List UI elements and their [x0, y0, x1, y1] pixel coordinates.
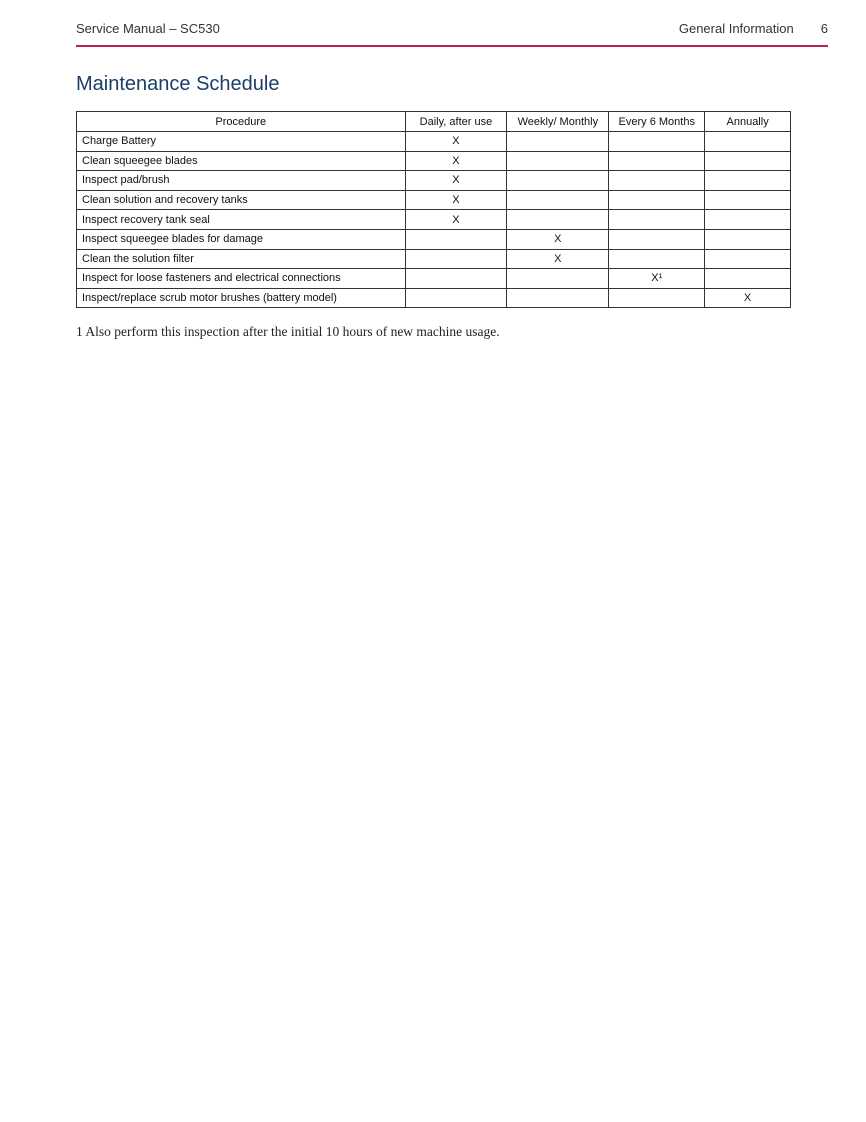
annually-cell: [705, 269, 791, 289]
procedure-cell: Clean squeegee blades: [77, 151, 406, 171]
weekly-monthly-cell: [507, 171, 609, 191]
weekly-monthly-cell: [507, 132, 609, 152]
annually-cell: [705, 190, 791, 210]
daily-cell: X: [405, 151, 507, 171]
weekly-monthly-cell: [507, 269, 609, 289]
page-header: [76, 20, 828, 47]
weekly-monthly-cell: [507, 151, 609, 171]
procedure-cell: Clean solution and recovery tanks: [77, 190, 406, 210]
page-title: Maintenance Schedule: [76, 73, 280, 95]
table-row: [77, 190, 791, 210]
six-months-cell: X¹: [609, 269, 705, 289]
six-months-cell: [609, 210, 705, 230]
manual-title: Service Manual – SC530: [76, 21, 220, 36]
weekly-monthly-cell: X: [507, 249, 609, 269]
weekly-monthly-cell: X: [507, 229, 609, 249]
procedure-cell: Inspect/replace scrub motor brushes (battery model): [77, 288, 406, 308]
table-row: [77, 210, 791, 230]
daily-cell: [405, 269, 507, 289]
page-number: 6: [820, 21, 828, 36]
table-row: [77, 249, 791, 269]
six-months-cell: [609, 132, 705, 152]
weekly-monthly-cell: [507, 210, 609, 230]
procedure-cell: Inspect squeegee blades for damage: [77, 229, 406, 249]
six-months-cell: [609, 229, 705, 249]
annually-cell: [705, 249, 791, 269]
six-months-cell: [609, 190, 705, 210]
footnote: 1 Also perform this inspection after the initial 10 hours of new machine usage.: [76, 324, 500, 339]
six-months-cell: [609, 171, 705, 191]
procedure-cell: Inspect pad/brush: [77, 171, 406, 191]
table-row: [77, 269, 791, 289]
procedure-cell: Clean the solution filter: [77, 249, 406, 269]
procedure-cell: Charge Battery: [77, 132, 406, 152]
weekly-monthly-cell: [507, 190, 609, 210]
six-months-cell: [609, 151, 705, 171]
daily-cell: X: [405, 132, 507, 152]
table-row: [77, 288, 791, 308]
daily-cell: [405, 229, 507, 249]
procedure-cell: Inspect recovery tank seal: [77, 210, 406, 230]
daily-cell: X: [405, 171, 507, 191]
daily-cell: [405, 288, 507, 308]
daily-cell: X: [405, 190, 507, 210]
annually-cell: [705, 171, 791, 191]
annually-cell: [705, 132, 791, 152]
column-header-every-6-months: Every 6 Months: [609, 112, 705, 132]
maintenance-schedule-table: [76, 111, 791, 308]
weekly-monthly-cell: [507, 288, 609, 308]
daily-cell: X: [405, 210, 507, 230]
annually-cell: [705, 229, 791, 249]
table-row: [77, 229, 791, 249]
table-row: [77, 151, 791, 171]
six-months-cell: [609, 288, 705, 308]
procedure-cell: Inspect for loose fasteners and electrical connections: [77, 269, 406, 289]
annually-cell: [705, 210, 791, 230]
table-row: [77, 171, 791, 191]
section-title: General Information: [678, 21, 794, 36]
column-header-daily: Daily, after use: [405, 112, 507, 132]
header-right: [679, 21, 828, 37]
column-header-annually: Annually: [705, 112, 791, 132]
annually-cell: X: [705, 288, 791, 308]
annually-cell: [705, 151, 791, 171]
column-header-weekly-monthly: Weekly/ Monthly: [507, 112, 609, 132]
daily-cell: [405, 249, 507, 269]
table-row: [77, 132, 791, 152]
six-months-cell: [609, 249, 705, 269]
table-header-row: [77, 112, 791, 132]
column-header-procedure: Procedure: [77, 112, 406, 132]
